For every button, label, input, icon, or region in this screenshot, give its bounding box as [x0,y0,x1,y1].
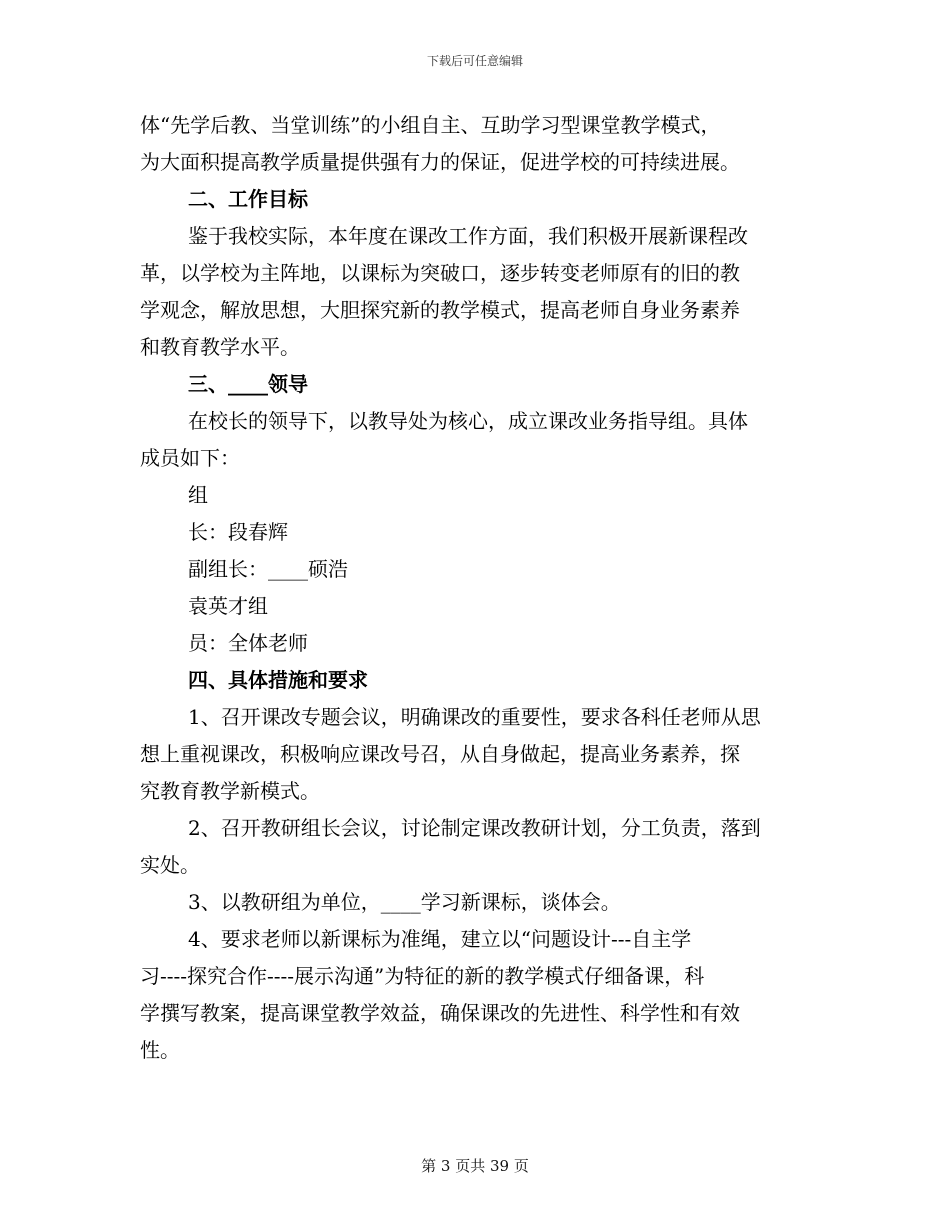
text-line: 成员如下： [140,446,240,470]
text-line: 4、要求老师以新课标为准绳，建立以“问题设计---自主学 [188,927,692,951]
text-line: 学观念，解放思想，大胆探究新的教学模式，提高老师自身业务素养 [140,298,740,322]
text-line: 长：段春辉 [188,520,288,544]
text-line: 为大面积提高教学质量提供强有力的保证，促进学校的可持续进展。 [140,150,740,174]
text-line: 究教育教学新模式。 [140,779,320,803]
text-line: 革，以学校为主阵地，以课标为突破口，逐步转变老师原有的旧的教 [140,261,740,285]
page-footer: 第 3 页共 39 页 [421,1157,529,1175]
text-line: 袁英才组 [188,594,268,618]
text-line: 1、召开课改专题会议，明确课改的重要性，要求各科任老师从思 [188,705,761,729]
text-line: 学撰写教案，提高课堂教学效益，确保课改的先进性、科学性和有效 [140,1001,740,1025]
text-line: 实处。 [140,853,200,877]
text-line: 性。 [140,1038,180,1062]
text-line: 鉴于我校实际，本年度在课改工作方面，我们积极开展新课程改 [188,224,748,248]
document-body [140,107,800,1069]
text-line: 副组长：____硕浩 [188,557,348,581]
text-line: 想上重视课改，积极响应课改号召，从自身做起，提高业务素养，探 [140,742,740,766]
text-line: 和教育教学水平。 [140,335,300,359]
text-line: 2、召开教研组长会议，讨论制定课改教研计划，分工负责，落到 [188,816,761,840]
section-heading: 四、具体措施和要求 [188,668,368,692]
text-line: 体“先学后教、当堂训练”的小组自主、互助学习型课堂教学模式， [140,113,721,137]
text-line: 习----探究合作----展示沟通”为特征的新的教学模式仔细备课，科 [140,964,705,988]
section-heading: 三、____领导 [188,372,308,396]
text-line: 在校长的领导下，以教导处为核心，成立课改业务指导组。具体 [188,409,748,433]
text-line: 3、以教研组为单位，____学习新课标，谈体会。 [188,890,621,914]
text-line: 组 [188,483,208,507]
page-header: 下载后可任意编辑 [426,54,523,68]
text-line: 员：全体老师 [188,631,308,655]
section-heading: 二、工作目标 [188,187,308,211]
